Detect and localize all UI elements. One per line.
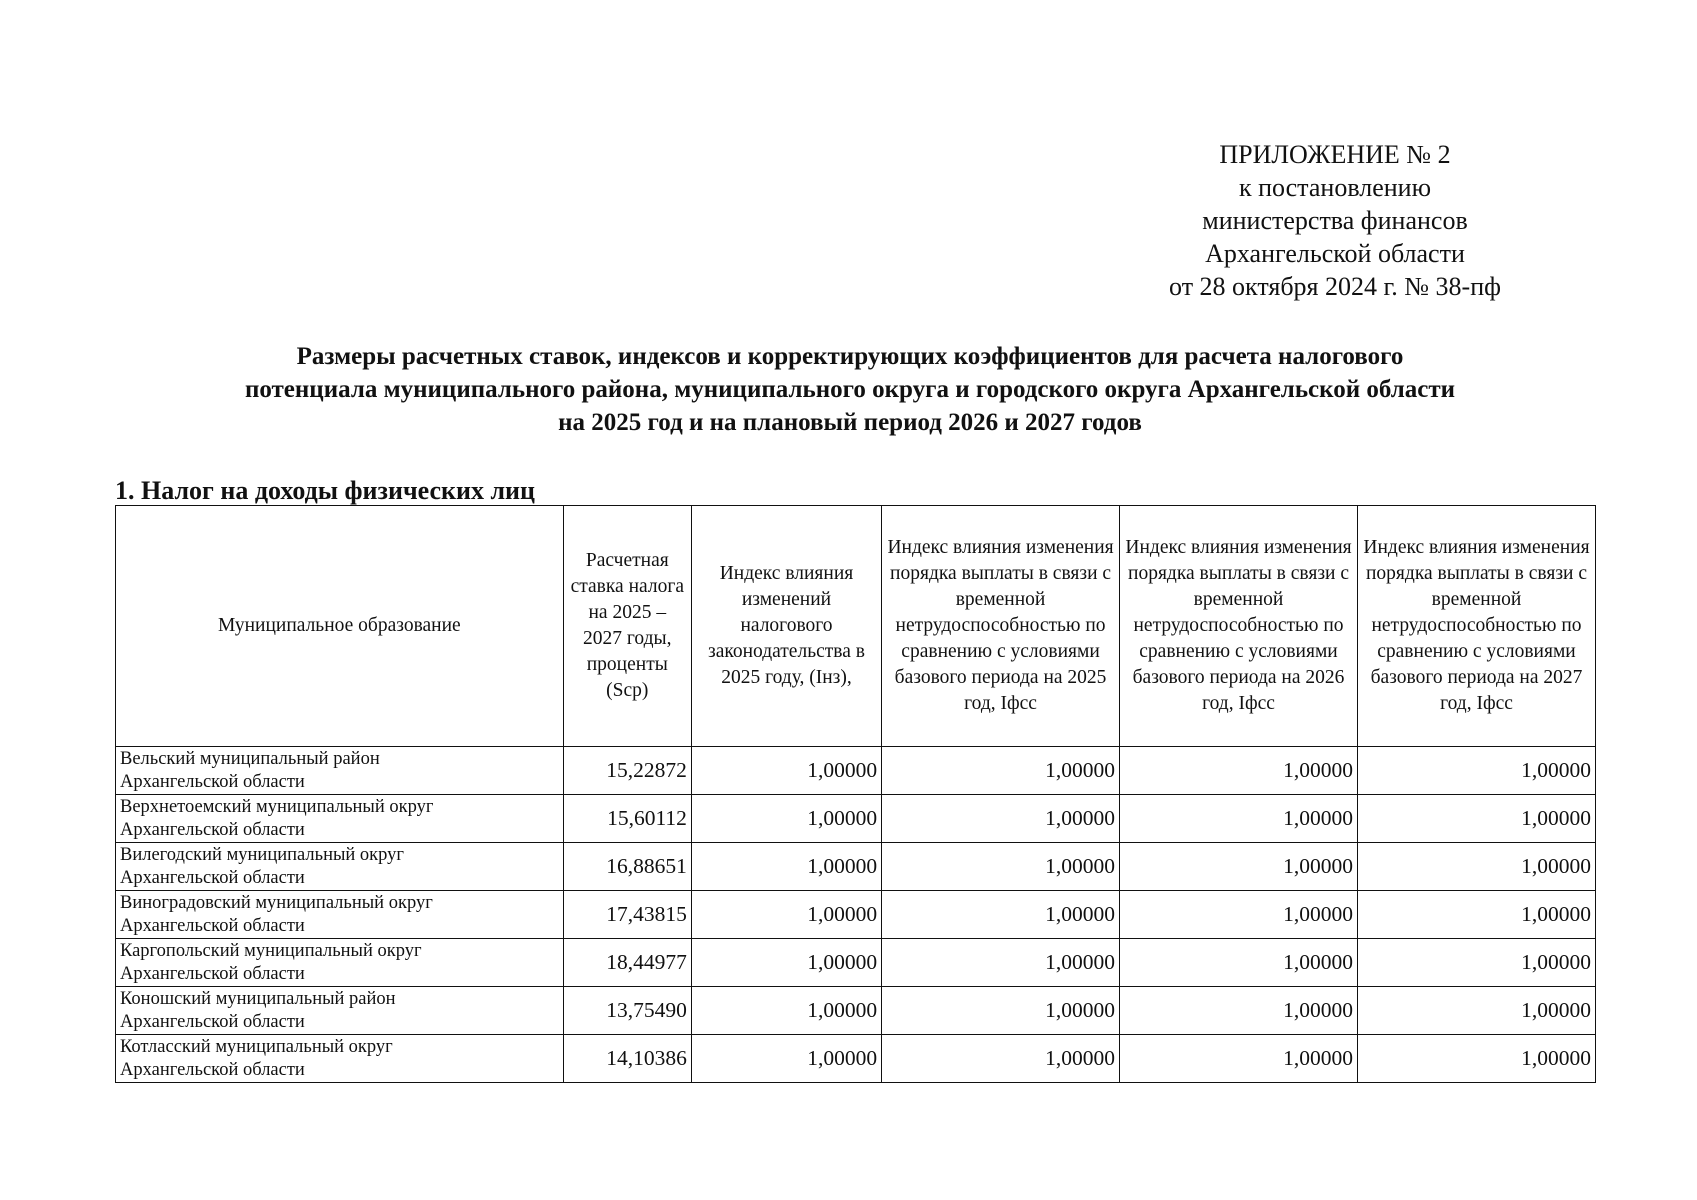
municipality-name-line: Виноградовский муниципальный округ xyxy=(120,892,433,913)
municipality-name xyxy=(116,891,564,939)
appendix-number: ПРИЛОЖЕНИЕ № 2 xyxy=(1219,140,1451,169)
table-row xyxy=(116,987,1596,1035)
municipality-region-line: Архангельской области xyxy=(120,963,305,984)
ifss-2026-cell: 1,00000 xyxy=(1120,939,1358,987)
table-row xyxy=(116,843,1596,891)
ifss-2027-cell: 1,00000 xyxy=(1358,939,1596,987)
ifss-2025-cell: 1,00000 xyxy=(882,843,1120,891)
ifss-2025-cell: 1,00000 xyxy=(882,1035,1120,1083)
municipality-name xyxy=(116,1035,564,1083)
ifss-2027-cell: 1,00000 xyxy=(1358,795,1596,843)
ifss-2027-cell: 1,00000 xyxy=(1358,843,1596,891)
municipality-region-line: Архангельской области xyxy=(120,1059,305,1080)
municipality-name-line: Коношский муниципальный район xyxy=(120,988,396,1009)
section-heading: 1. Налог на доходы физических лиц xyxy=(115,476,536,505)
appendix-region: Архангельской области xyxy=(1205,239,1465,268)
municipality-region-line: Архангельской области xyxy=(120,915,305,936)
ifss-2026-cell: 1,00000 xyxy=(1120,987,1358,1035)
municipality-name-line: Каргопольский муниципальный округ xyxy=(120,940,422,961)
ifss-2027-cell: 1,00000 xyxy=(1358,987,1596,1035)
ifss-2027-cell: 1,00000 xyxy=(1358,891,1596,939)
municipality-name xyxy=(116,987,564,1035)
table-row xyxy=(116,747,1596,795)
title-line: потенциала муниципального района, муниципального округа и городского округа Архангельской области xyxy=(244,376,1456,403)
ifss-2027-cell: 1,00000 xyxy=(1358,1035,1596,1083)
table-row xyxy=(116,795,1596,843)
tax-rate-cell: 13,75490 xyxy=(563,987,691,1035)
ndfl-table xyxy=(115,505,1596,1083)
ifss-2026-cell: 1,00000 xyxy=(1120,843,1358,891)
inz-index-cell: 1,00000 xyxy=(691,939,881,987)
ifss-2026-cell: 1,00000 xyxy=(1120,891,1358,939)
inz-index-cell: 1,00000 xyxy=(691,1035,881,1083)
tax-rate-cell: 16,88651 xyxy=(563,843,691,891)
appendix-date: от 28 октября 2024 г. № 38-пф xyxy=(1169,272,1501,301)
inz-index-cell: 1,00000 xyxy=(691,795,881,843)
ifss-2025-cell: 1,00000 xyxy=(882,891,1120,939)
header-ifss-2027: Индекс влияния изменения порядка выплаты в связи с временной нетрудоспособностью по сравнению с условиями базового периода на 2027 год, Іфсс xyxy=(1358,506,1596,747)
ifss-2026-cell: 1,00000 xyxy=(1120,795,1358,843)
municipality-name xyxy=(116,843,564,891)
table-row xyxy=(116,891,1596,939)
ifss-2025-cell: 1,00000 xyxy=(882,987,1120,1035)
municipality-region-line: Архангельской области xyxy=(120,819,305,840)
municipality-region-line: Архангельской области xyxy=(120,867,305,888)
title-line: на 2025 год и на плановый период 2026 и 2027 годов xyxy=(558,409,1142,436)
tax-rate-cell: 14,10386 xyxy=(563,1035,691,1083)
municipality-region-line: Архангельской области xyxy=(120,1011,305,1032)
ifss-2025-cell: 1,00000 xyxy=(882,795,1120,843)
appendix-reference: к постановлению xyxy=(1238,173,1432,202)
appendix-ministry: министерства финансов xyxy=(1202,206,1468,235)
header-ifss-2025: Индекс влияния изменения порядка выплаты в связи с временной нетрудоспособностью по сравнению с условиями базового периода на 2025 год, Іфсс xyxy=(882,506,1120,747)
table-header-row xyxy=(116,506,1596,747)
municipality-name xyxy=(116,795,564,843)
municipality-name-line: Верхнетоемский муниципальный округ xyxy=(120,796,434,817)
municipality-name-line: Котласский муниципальный округ xyxy=(120,1036,393,1057)
municipality-region-line: Архангельской области xyxy=(120,771,305,792)
appendix-block xyxy=(1130,138,1540,303)
header-tax-rate: Расчетная ставка налога на 2025 – 2027 годы, проценты (Scp) xyxy=(563,506,691,747)
ifss-2025-cell: 1,00000 xyxy=(882,939,1120,987)
municipality-name-line: Вельский муниципальный район xyxy=(120,748,380,769)
municipality-name xyxy=(116,939,564,987)
header-ifss-2026: Индекс влияния изменения порядка выплаты в связи с временной нетрудоспособностью по сравнению с условиями базового периода на 2026 год, Іфсс xyxy=(1120,506,1358,747)
header-inz-index: Индекс влияния изменений налогового законодательства в 2025 году, (Інз), xyxy=(691,506,881,747)
table-row xyxy=(116,1035,1596,1083)
tax-rate-cell: 17,43815 xyxy=(563,891,691,939)
ifss-2026-cell: 1,00000 xyxy=(1120,747,1358,795)
inz-index-cell: 1,00000 xyxy=(691,747,881,795)
inz-index-cell: 1,00000 xyxy=(691,987,881,1035)
tax-rate-cell: 15,22872 xyxy=(563,747,691,795)
inz-index-cell: 1,00000 xyxy=(691,891,881,939)
tax-rate-cell: 15,60112 xyxy=(563,795,691,843)
ifss-2025-cell: 1,00000 xyxy=(882,747,1120,795)
document-title xyxy=(100,340,1600,439)
ifss-2027-cell: 1,00000 xyxy=(1358,747,1596,795)
municipality-name-line: Вилегодский муниципальный округ xyxy=(120,844,405,865)
municipality-name xyxy=(116,747,564,795)
header-municipality: Муниципальное образование xyxy=(116,506,564,747)
inz-index-cell: 1,00000 xyxy=(691,843,881,891)
ifss-2026-cell: 1,00000 xyxy=(1120,1035,1358,1083)
title-line: Размеры расчетных ставок, индексов и корректирующих коэффициентов для расчета налогового xyxy=(296,343,1404,370)
table-row xyxy=(116,939,1596,987)
tax-rate-cell: 18,44977 xyxy=(563,939,691,987)
